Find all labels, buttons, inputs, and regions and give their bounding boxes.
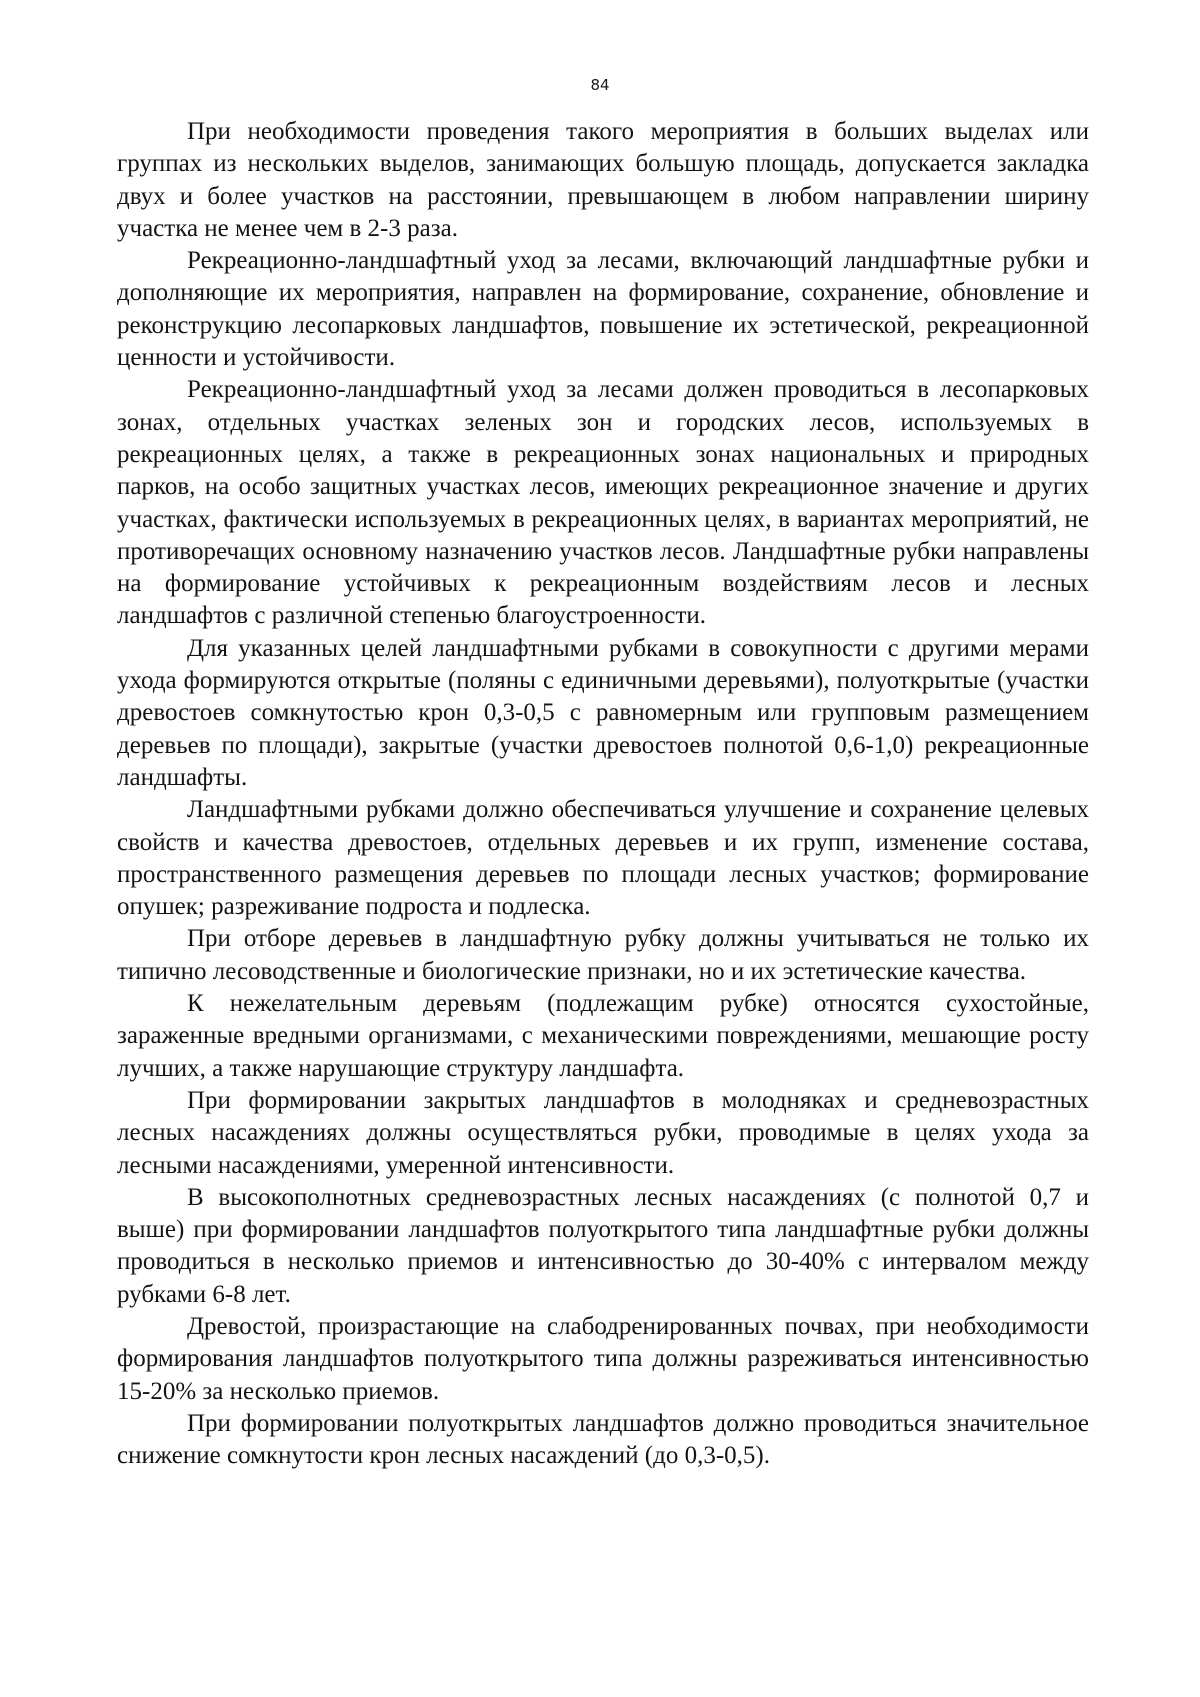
paragraph-4: Для указанных целей ландшафтными рубками в совокупности с другими мерами ухода формируются открытые (поляны с единичными деревьями), полуоткрытые (участки древостоев сомкнутостью крон 0,3-0,5 с равномерным или групповым размещением деревьев по площади), закрытые (участки древостоев полнотой 0,6-1,0) рекреационные ландшафты.: [117, 634, 1089, 791]
paragraph-3: Рекреационно-ландшафтный уход за лесами должен проводиться в лесопарковых зонах, отдельных участках зеленых зон и городских лесов, используемых в рекреационных целях, а также в рекреационных зонах национальных и природных парков, на особо защитных участках лесов, имеющих рекреационное значение и других участках, фактически используемых в рекреационных целях, в вариантах мероприятий, не противоречащих основному назначению участков лесов. Ландшафтные рубки направлены на формирование устойчивых к рекреационным воздействиям лесов и лесных ландшафтов с различной степенью благоустроенности.: [117, 376, 1089, 630]
paragraph-2: Рекреационно-ландшафтный уход за лесами, включающий ландшафтные рубки и дополняющие их мероприятия, направлен на формирование, сохранение, обновление и реконструкцию лесопарковых ландшафтов, повышение их эстетической, рекреационной ценности и устойчивости.: [117, 247, 1089, 372]
paragraph-7: К нежелательным деревьям (подлежащим рубке) относятся сухостойные, зараженные вредными организмами, с механическими повреждениями, мешающие росту лучших, а также нарушающие структуру ландшафта.: [117, 990, 1089, 1082]
paragraph-10: Древостой, произрастающие на слабодренированных почвах, при необходимости формирования ландшафтов полуоткрытого типа должны разреживаться интенсивностью 15-20% за несколько приемов.: [117, 1312, 1089, 1405]
paragraph-11: При формировании полуоткрытых ландшафтов должно проводиться значительное снижение сомкнутости крон лесных насаждений (до 0,3-0,5).: [117, 1409, 1089, 1470]
paragraph-9: В высокополнотных средневозрастных лесных насаждениях (с полнотой 0,7 и выше) при формировании ландшафтов полуоткрытого типа ландшафтные рубки должны проводиться в несколько приемов и интенсивностью до 30-40% с интервалом между рубками 6-8 лет.: [117, 1183, 1089, 1308]
paragraph-6: При отборе деревьев в ландшафтную рубку должны учитываться не только их типично лесоводственные и биологические признаки, но и их эстетические качества.: [117, 925, 1089, 985]
paragraph-1: При необходимости проведения такого мероприятия в больших выделах или группах из нескольких выделов, занимающих большую площадь, допускается закладка двух и более участков на расстоянии, превышающем в любом направлении ширину участка не менее чем в 2-3 раза.: [117, 118, 1089, 242]
paragraph-5: Ландшафтными рубками должно обеспечиваться улучшение и сохранение целевых свойств и качества древостоев, отдельных деревьев и их групп, изменение состава, пространственного размещения деревьев по площади лесных участков; формирование опушек; разреживание подроста и подлеска.: [117, 796, 1089, 921]
page-number: 84: [590, 76, 610, 94]
paragraph-8: При формировании закрытых ландшафтов в молодняках и средневозрастных лесных насаждениях должны осуществляться рубки, проводимые в целях ухода за лесными насаждениями, умеренной интенсивности.: [117, 1086, 1089, 1179]
document-body: [117, 116, 1089, 1472]
